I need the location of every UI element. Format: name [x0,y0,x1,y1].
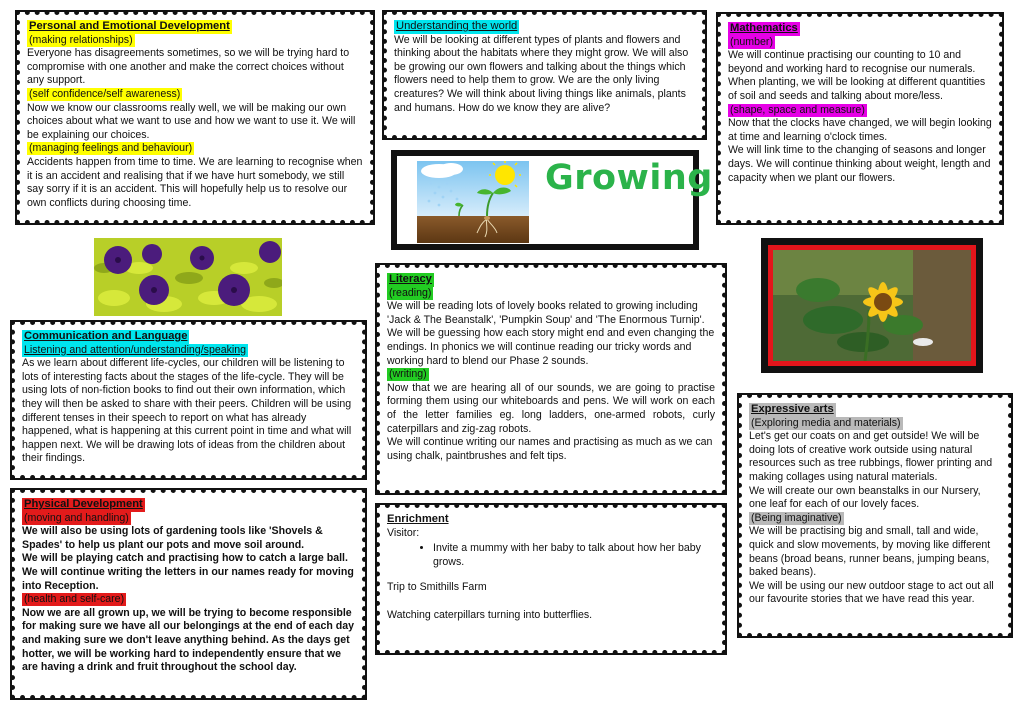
paragraph: Accidents happen from time to time. We are learning to recognise when it is an accident and realising that if we have hurt somebody, we still say sorry if it is an accident. This will hopefully help us to resolve our own conflicts during choosing time. [27,155,363,209]
panel-title: Physical Development [24,498,143,510]
subheading: (managing feelings and behaviour) [29,142,193,155]
paragraph: We will be using our new outdoor stage to act out all our favourite stories that we have read this year. [749,579,994,606]
sunflower-photo [761,238,983,373]
panel-title: Literacy [389,273,432,285]
panel-title: Understanding the world [396,20,518,32]
paragraph: We will continue writing the letters in our names ready for moving into Reception. [22,565,354,592]
paragraph: Now we are all grown up, we will be trying to become responsible for making sure we have all our belongings at the end of each day and making sure we don't leave anything behind. As the days get hotter, we will be working hard to independently ensure that we are having a drink and fruit throughout the school day. [22,606,355,674]
mathematics-panel [716,12,1004,225]
subheading: (reading) [389,286,432,299]
paragraph: As we learn about different life-cycles, our children will be listening to lots of interesting facts about the stages of the life-cycle. They will be using lots of non-fiction books to find out their own information, which they will then be asked to share with their peers. Children will be using different tenses in their speech to report on what has already happened, what is happening at this current point in time and what will happen next. We will be drawing lots of ideas from the children about their findings. [22,357,352,465]
panel-title: Enrichment [387,513,449,525]
growing-banner [391,150,713,250]
paragraph: We will continue practising our counting to 10 and beyond and working hard to recognise our numerals. When planting, we will be looking at different quantities of soil and seeds and talking about more/less. [728,49,986,102]
enrichment-panel [375,503,727,655]
subheading: (shape, space and measure) [730,103,865,116]
panel-title: Communication and Language [24,330,188,342]
paragraph: Now that we are hearing all of our sounds, we are going to practise forming them using our whiteboards and pens. We will work on each of the letter families eg. long ladders, one-armed robots, curly caterpillars and zig-zag robots. [387,381,715,435]
watch-text: Watching caterpillars turning into butterflies. [387,608,593,621]
paragraph: We will be reading lots of lovely books related to growing including 'Jack & The Beanstalk', 'Pumpkin Soup' and 'The Enormous Turnip'. We will be guessing how each story might end and even changing the endings. In phonics we will continue reading our tricky words and working hard to blend our Phase 2 sounds. [387,300,715,367]
subheading: (health and self-care) [24,593,125,606]
subheading: (writing) [389,368,427,381]
growing-illustration [417,161,529,243]
paragraph: We will be practising big and small, tall and wide, quick and slow movements, by moving like different beans (broad beans, runner beans, jumping beans, baked beans). [749,525,991,579]
visitor-label: Visitor: [387,526,420,539]
growing-title: Growing [545,158,713,198]
subheading: (making relationships) [29,33,133,46]
understanding-world-panel [382,10,707,140]
paragraph: Now we know our classrooms really well, we will be making our own choices about what we want to use and how we want to use it. We will be explaining our choices. [27,101,356,141]
petunia-photo [94,238,282,316]
paragraph: We will be playing catch and practising how to catch a large ball. [22,552,348,565]
paragraph: We will link time to the changing of seasons and longer days. We will continue thinking about weight, length and capacity when we plant our flowers. [728,144,991,184]
communication-language-panel [10,320,367,480]
personal-emotional-panel [15,10,375,225]
trip-text: Trip to Smithills Farm [387,581,487,594]
paragraph: Let's get our coats on and get outside! We will be doing lots of creative work outside using natural resources such as tree rubbings, flower printing and making collages using natural materials. [749,430,993,483]
expressive-arts-panel [737,393,1013,638]
subheading: (moving and handling) [24,511,129,524]
panel-title: Mathematics [730,22,798,34]
subheading: (self confidence/self awareness) [29,87,181,100]
physical-development-panel [10,488,367,700]
subheading: (Exploring media and materials) [751,416,901,429]
paragraph: We will continue writing our names and practising as much as we can using chalk, paintbrushes and felt tips. [387,436,713,462]
paragraph: We will be looking at different types of plants and flowers and thinking about the habitats where they might grow. We will also be growing our own flowers and talking about the things which flowers need to help them to grow. We are the only living creatures? We will think about living things like animals, plants and humans. How do we know they are alive? [394,33,689,114]
subheading: (number) [730,35,773,48]
literacy-panel [375,263,727,495]
panel-title: Personal and Emotional Development [29,20,230,32]
paragraph: Now that the clocks have changed, we will begin looking at time and learning o'clock times. [728,117,992,143]
paragraph: Everyone has disagreements sometimes, so we will be trying hard to compromise with one another and make the correct choices without any support. [27,47,350,87]
petunia-image [94,238,282,316]
sunflower-image [773,250,971,361]
subheading: (Being imaginative) [751,511,842,524]
subheading: Listening and attention/understanding/speaking [24,343,247,356]
paragraph: We will create our own beanstalks in our Nursery, one leaf for each of our lovely faces. [749,484,981,511]
panel-title: Expressive arts [751,403,834,415]
list-item: • Invite a mummy with her baby to talk about how her baby grows. [433,542,715,569]
visitor-list [387,542,715,569]
paragraph: We will also be using lots of gardening tools like 'Shovels & Spades' to help us plant our pots and move soil around. [22,525,323,551]
